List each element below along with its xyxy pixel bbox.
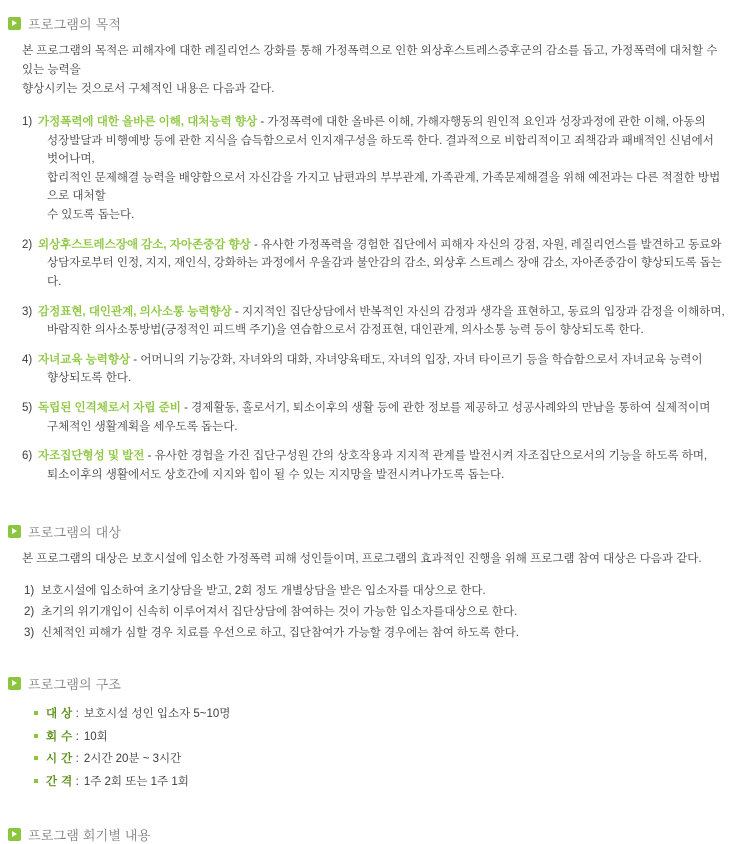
item-text-line-4: 수 있도록 돕는다.: [47, 209, 135, 222]
target-item-list: [24, 581, 724, 645]
item-label: 회 수: [46, 730, 73, 743]
item-title: 자녀교육 능력향상: [38, 353, 131, 366]
item-title: 감정표현, 대인관계, 의사소통 능력향상: [38, 305, 232, 318]
item-separator: :: [75, 730, 79, 743]
section-heading-structure: [8, 674, 740, 693]
arrow-bullet-icon: [8, 525, 21, 538]
item-value: 10회: [83, 730, 108, 743]
list-item: [22, 303, 728, 340]
purpose-paragraph-line-1: 본 프로그램의 목적은 피해자에 대한 레질리언스 강화를 통해 가정폭력으로 인한 외상후스트레스증후군의 감소를 돕고, 가정폭력에 대처할 수 있는 능력을: [22, 45, 718, 76]
item-label: 대 상: [46, 708, 73, 721]
list-item: [22, 399, 728, 436]
item-title: 자조집단형성 및 발전: [38, 450, 145, 463]
square-bullet-icon: [34, 756, 38, 760]
target-paragraph: 본 프로그램의 대상은 보호시설에 입소한 가정폭력 피해 성인들이며, 프로그램의 효과적인 진행을 위해 프로그램 참여 대상은 다음과 같다.: [22, 552, 702, 565]
item-number: 3): [22, 305, 33, 318]
item-text-line-2: 구체적인 생활계획을 세우도록 돕는다.: [47, 420, 238, 433]
item-text-line-1: 유사한 가정폭력을 경험한 집단에서 피해자 자신의 강점, 자원, 레질리언스를 발견하고 동료와: [260, 238, 722, 251]
item-text-line-1: 유사한 경험을 가진 집단구성원 간의 상호작용과 지지적 관계를 발전시켜 자조집단으로서의 기능을 하도록 하며,: [154, 450, 708, 463]
item-number: 1): [22, 115, 33, 128]
item-number: 3): [24, 627, 35, 640]
item-text-line-1: 경제활동, 홀로서기, 퇴소이후의 생활 등에 관한 정보를 제공하고 성공사례와의 만남을 통하여 실제적이며: [191, 402, 711, 415]
item-dash: -: [250, 238, 261, 251]
item-text-line-2: 향상되도록 한다.: [47, 372, 132, 385]
list-item: [22, 351, 728, 388]
structure-item-list: [34, 703, 740, 793]
list-item: [34, 748, 740, 770]
item-value: 1주 2회 또는 1주 1회: [83, 775, 189, 788]
list-item: [22, 236, 728, 292]
item-separator: :: [75, 708, 79, 721]
item-body: [38, 113, 728, 225]
arrow-bullet-icon: [8, 17, 21, 30]
item-number: 2): [22, 238, 33, 251]
section-title-structure: 프로그램의 구조: [28, 677, 122, 693]
list-item: [34, 771, 740, 793]
item-label: 시 간: [46, 753, 73, 766]
item-number: 4): [22, 353, 33, 366]
item-text-line-2: 상담자로부터 인정, 지지, 재인식, 강화하는 과정에서 우울감과 불안감의 감소, 외상후 스트레스 장애 감소, 자아존중감이 향상되도록 돕는다.: [47, 257, 722, 288]
section-heading-target: [8, 522, 740, 541]
item-text-line-2: 성장발달과 비행예방 등에 관한 지식을 습득함으로서 인지재구성을 하도록 한다. 결과적으로 비합리적이고 죄책감과 패배적인 신념에서 벗어나며,: [47, 134, 714, 166]
purpose-paragraph-line-2: 향상시키는 것으로서 구체적인 내용은 다음과 같다.: [22, 82, 275, 95]
item-body: [38, 303, 728, 340]
item-dash: -: [130, 353, 141, 366]
item-text: 초기의 위기개입이 신속히 이루어져서 집단상담에 참여하는 것이 가능한 입소자를대상으로 한다.: [41, 605, 518, 618]
item-dash: -: [144, 450, 155, 463]
section-heading-sessions: [8, 825, 740, 844]
item-body: [38, 351, 728, 388]
item-dash: -: [180, 402, 192, 415]
arrow-bullet-icon: [8, 677, 21, 690]
section-heading-purpose: [8, 14, 740, 33]
item-number: 2): [24, 605, 35, 618]
list-item: [34, 703, 740, 725]
item-text: 보호시설에 입소하여 초기상담을 받고, 2회 정도 개별상담을 받은 입소자를 대상으로 한다.: [41, 584, 486, 597]
list-item: [34, 726, 740, 748]
list-item: [22, 447, 728, 484]
list-item: [24, 581, 724, 602]
item-title: 가정폭력에 대한 올바른 이해, 대처능력 향상: [38, 115, 258, 128]
item-text-line-3: 합리적인 문제해결 능력을 배양함으로서 자신감을 가지고 남편과의 부부관계, 가족관계, 가족문제해결을 위해 예전과는 다른 적절한 방법으로 대처할: [47, 171, 721, 203]
list-item: [22, 113, 728, 225]
square-bullet-icon: [34, 734, 38, 738]
item-title: 독립된 인격체로서 자립 준비: [38, 402, 181, 415]
list-item: [24, 602, 724, 623]
arrow-bullet-icon: [8, 828, 21, 841]
section-title-target: 프로그램의 대상: [28, 524, 122, 540]
item-number: 6): [22, 450, 33, 463]
item-number: 5): [22, 402, 33, 415]
item-body: [38, 236, 728, 292]
item-body: [38, 447, 728, 484]
item-dash: -: [231, 305, 242, 318]
item-number: 1): [24, 584, 35, 597]
item-separator: :: [75, 753, 79, 766]
item-text: 신체적인 피해가 심할 경우 치료를 우선으로 하고, 집단참여가 가능할 경우에는 참여 하도록 한다.: [41, 627, 519, 640]
item-text-line-1: 어머니의 기능강화, 자녀와의 대화, 자녀양육태도, 자녀의 입장, 자녀 타이르기 등을 학습함으로서 자녀교육 능력이: [140, 353, 703, 366]
section-title-sessions: 프로그램 회기별 내용: [28, 827, 151, 843]
item-text-line-2: 바람직한 의사소통방법(긍정적인 피드백 주기)을 연습함으로서 감정표현, 대인관계, 의사소통 능력 등이 향상되도록 한다.: [47, 324, 644, 337]
square-bullet-icon: [34, 711, 38, 715]
square-bullet-icon: [34, 779, 38, 783]
item-text-line-1: 지지적인 집단상담에서 반복적인 자신의 감정과 생각을 표현하고, 동료의 입장과 감정을 이해하며,: [241, 305, 725, 318]
item-text-line-1: 가정폭력에 대한 올바른 이해, 가해자행동의 원인적 요인과 성장과정에 관한 이해, 아동의: [267, 115, 706, 128]
item-text-line-2: 퇴소이후의 생활에서도 상호간에 지지와 힘이 될 수 있는 지지망을 발전시켜나가도록 돕는다.: [47, 468, 505, 481]
section-title-purpose: 프로그램의 목적: [28, 17, 122, 32]
item-separator: :: [75, 775, 79, 788]
item-dash: -: [257, 115, 268, 128]
item-title: 외상후스트레스장애 감소, 자아존중감 향상: [38, 238, 251, 251]
list-item: [24, 623, 724, 644]
purpose-item-list: [22, 113, 728, 485]
item-label: 간 격: [46, 775, 73, 788]
item-value: 2시간 20분 ~ 3시간: [83, 753, 182, 766]
purpose-paragraph: [22, 42, 722, 99]
item-value: 보호시설 성인 입소자 5~10명: [83, 708, 231, 721]
item-body: [38, 399, 728, 436]
